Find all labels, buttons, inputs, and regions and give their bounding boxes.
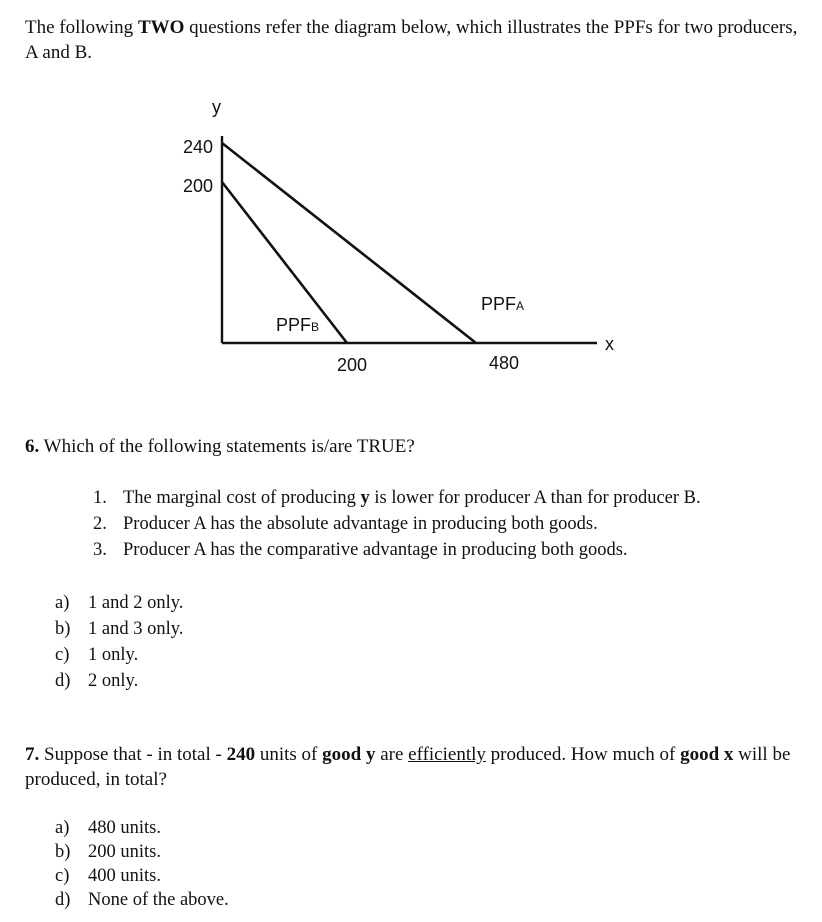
y-axis-label: y	[212, 97, 221, 117]
ppf-a-line	[222, 143, 476, 343]
q7-option-a[interactable]	[55, 816, 229, 840]
intro-text-1: The following	[25, 17, 138, 38]
q7-text: are	[375, 744, 409, 765]
q7-underline-efficiently: efficiently	[408, 744, 486, 765]
q7-option-d[interactable]	[55, 888, 229, 912]
q6-title	[25, 434, 415, 459]
ppf-b-label-main: PPF	[276, 315, 312, 335]
option-letter: b)	[55, 619, 71, 639]
x-tick-480: 480	[489, 353, 520, 373]
q7-text: units of	[255, 744, 323, 765]
ppf-diagram	[0, 0, 822, 400]
q6-statement-1	[93, 485, 701, 511]
ppf-b-label-sub: B	[311, 320, 320, 334]
statement-text: is lower for producer A than for producer B.	[369, 488, 701, 508]
q6-statement-2	[93, 511, 701, 537]
option-text: 200 units.	[88, 842, 161, 862]
option-letter: a)	[55, 593, 70, 613]
q7-bold-good-y: good y	[322, 744, 376, 765]
statement-text: Producer A has the absolute advantage in producing both goods.	[123, 514, 598, 534]
intro-text-bold: TWO	[137, 17, 185, 38]
statement-bold: y	[360, 488, 370, 508]
statement-number: 2.	[93, 514, 107, 534]
q7-option-b[interactable]	[55, 840, 229, 864]
intro-text-2: questions refer the diagram below, which illustrates the PPFs for two producers, A and B.	[25, 17, 798, 63]
q7-title	[25, 742, 815, 792]
option-text: None of the above.	[88, 890, 229, 910]
q7-bold-240: 240	[226, 744, 256, 765]
q7-text: Suppose that - in total -	[39, 744, 227, 765]
y-tick-200: 200	[183, 176, 214, 196]
q6-number: 6.	[25, 436, 40, 457]
q6-statements	[93, 485, 701, 563]
option-text: 400 units.	[88, 866, 161, 886]
option-letter: a)	[55, 818, 70, 838]
option-letter: d)	[55, 671, 71, 691]
option-text: 1 only.	[88, 645, 139, 665]
q6-option-d[interactable]	[55, 668, 183, 694]
q6-option-c[interactable]	[55, 642, 183, 668]
ppf-a-label-sub: A	[516, 299, 525, 313]
q6-text: Which of the following statements is/are TRUE?	[39, 436, 415, 457]
q6-option-a[interactable]	[55, 590, 183, 616]
option-text: 2 only.	[88, 671, 139, 691]
x-tick-200: 200	[337, 355, 368, 375]
option-text: 1 and 2 only.	[88, 593, 184, 613]
q7-text: produced. How much of	[485, 744, 681, 765]
option-letter: b)	[55, 842, 71, 862]
q7-options	[55, 816, 229, 912]
ppf-a-label-main: PPF	[481, 294, 517, 314]
q6-options	[55, 590, 183, 694]
q6-statement-3	[93, 537, 701, 563]
ppf-a-label	[481, 294, 524, 314]
y-tick-240: 240	[183, 137, 214, 157]
q7-text: will be produced, in total?	[25, 744, 791, 790]
option-letter: c)	[55, 645, 70, 665]
statement-number: 3.	[93, 540, 107, 560]
option-letter: d)	[55, 890, 71, 910]
option-text: 1 and 3 only.	[88, 619, 184, 639]
option-letter: c)	[55, 866, 70, 886]
ppf-b-label	[276, 315, 319, 335]
option-text: 480 units.	[88, 818, 161, 838]
statement-number: 1.	[93, 488, 107, 508]
q7-number: 7.	[25, 744, 40, 765]
q7-bold-good-x: good x	[680, 744, 734, 765]
statement-text: Producer A has the comparative advantage in producing both goods.	[123, 540, 628, 560]
statement-text: The marginal cost of producing	[123, 488, 361, 508]
x-axis-label: x	[605, 334, 614, 354]
q7-option-c[interactable]	[55, 864, 229, 888]
q6-option-b[interactable]	[55, 616, 183, 642]
